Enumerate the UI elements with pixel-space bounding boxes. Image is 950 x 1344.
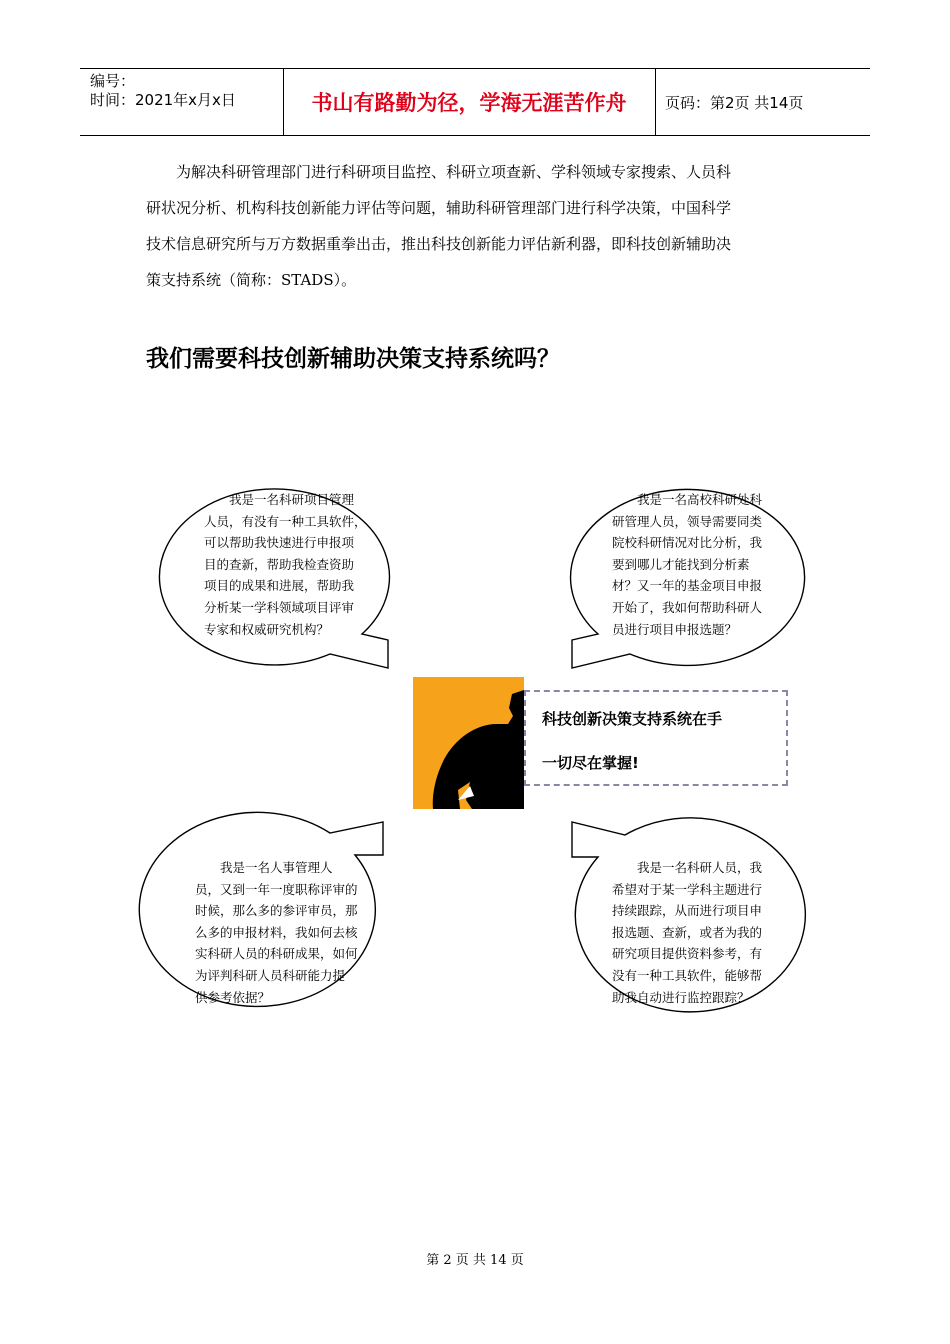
intro-line-2: 研状况分析、机构科技创新能力评估等问题，辅助科研管理部门进行科学决策，中国科学 xyxy=(146,199,732,217)
intro-line-3: 技术信息研究所与万方数据重拳出击，推出科技创新能力评估新利器，即科技创新辅助决 xyxy=(146,235,732,253)
page-footer: 第 2 页 共 14 页 xyxy=(426,1253,524,1268)
callout-box xyxy=(524,690,788,786)
bubble-line: 报选题、查新，或者为我的 xyxy=(612,924,763,940)
bubble-line: 供参考依据？ xyxy=(195,989,271,1005)
bubble-line: 专家和权威研究机构？ xyxy=(204,621,330,637)
header-time: 时间：2021年x月x日 xyxy=(90,91,236,109)
bubble-line: 么多的申报材料，我如何去核 xyxy=(195,924,358,940)
callout-line-1: 科技创新决策支持系统在手 xyxy=(542,710,723,728)
bubble-line: 时候，那么多的参评审员，那 xyxy=(195,903,358,919)
bubble-line: 分析某一学科领域项目评审 xyxy=(204,599,355,615)
intro-line-1: 为解决科研管理部门进行科研项目监控、科研立项查新、学科领域专家搜索、人员科 xyxy=(176,163,732,181)
section-heading: 我们需要科技创新辅助决策支持系统吗？ xyxy=(146,346,560,372)
bubble-line: 院校科研情况对比分析，我 xyxy=(612,535,763,551)
center-image xyxy=(413,677,524,809)
bubble-line: 助我自动进行监控跟踪？ xyxy=(612,989,750,1005)
bubble-line: 我是一名高校科研处科 xyxy=(612,492,763,507)
bubble-line: 员进行项目申报选题？ xyxy=(612,621,738,637)
bubble-line: 研管理人员，领导需要同类 xyxy=(612,513,763,529)
bubble-line: 我是一名人事管理人 xyxy=(195,860,333,875)
bubble-line: 可以帮助我快速进行申报项 xyxy=(204,535,355,551)
bubble-bottom-left-text xyxy=(195,857,358,1008)
bubble-line: 要到哪儿才能找到分析素 xyxy=(612,556,750,572)
bubble-line: 人员，有没有一种工具软件， xyxy=(204,513,367,529)
bubble-line: 我是一名科研项目管理 xyxy=(204,492,355,507)
callout-line-2: 一切尽在掌握! xyxy=(542,754,639,772)
bubble-top-right-text xyxy=(612,489,762,640)
bubble-line: 希望对于某一学科主题进行 xyxy=(612,881,763,897)
bubble-line: 开始了，我如何帮助科研人 xyxy=(612,599,763,615)
bubble-line: 员，又到一年一度职称评审的 xyxy=(195,881,358,897)
bubble-bottom-right-text xyxy=(612,857,762,1008)
header-motto: 书山有路勤为径，学海无涯苦作舟 xyxy=(311,90,627,115)
bubble-line: 目的查新，帮助我检查资助 xyxy=(204,556,355,572)
header-page-info: 页码：第2页 共14页 xyxy=(665,94,804,112)
bubble-line: 项目的成果和进展，帮助我 xyxy=(204,578,355,594)
bubble-top-left-text xyxy=(204,489,367,640)
bubble-line: 我是一名科研人员，我 xyxy=(612,860,763,875)
bubble-line: 实科研人员的科研成果，如何 xyxy=(195,946,358,962)
bubble-line: 材？又一年的基金项目申报 xyxy=(612,578,763,594)
bubble-line: 为评判科研人员科研能力提 xyxy=(195,967,346,983)
bubble-line: 研究项目提供资料参考，有 xyxy=(612,946,763,962)
bubble-line: 没有一种工具软件，能够帮 xyxy=(612,967,763,983)
intro-line-4: 策支持系统（简称：STADS）。 xyxy=(146,271,357,289)
header-code-label: 编号： xyxy=(90,72,136,90)
bubble-line: 持续跟踪，从而进行项目申 xyxy=(612,903,763,919)
